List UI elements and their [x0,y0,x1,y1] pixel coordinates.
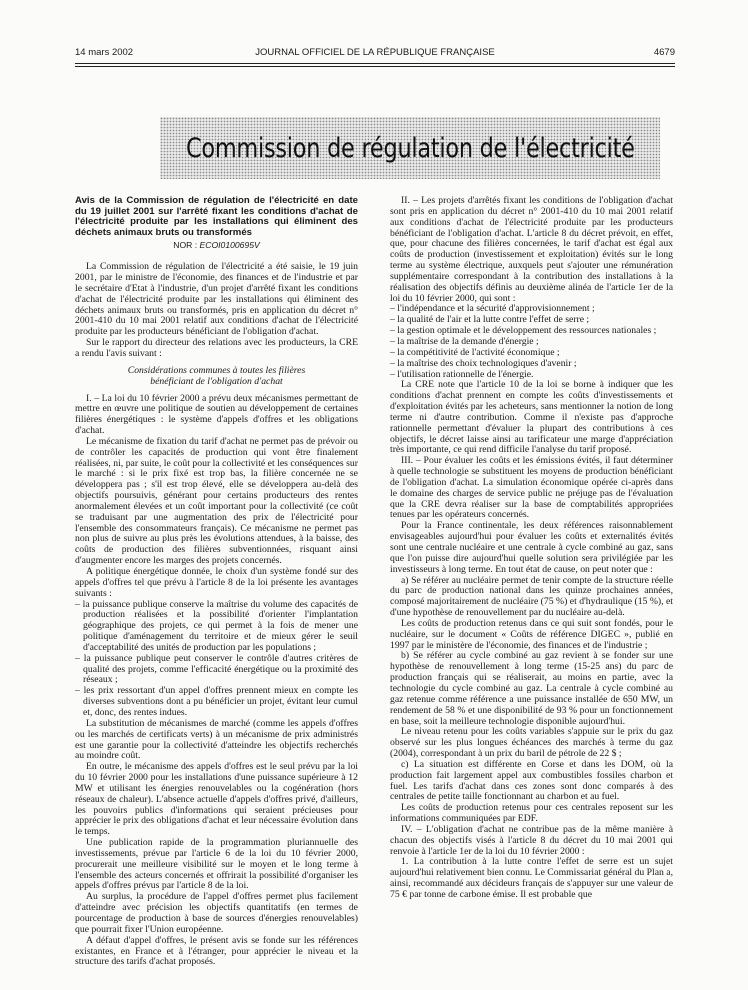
paragraph: a) Se référer au nucléaire permet de tenir compte de la structure réelle du parc de production national dans les quinze prochaines années, composé majoritairement de nucléaire (75 %) et d'hydraulique (15 %), et d'une hypothèse de renouvellement par du nucléaire au-delà. [390,574,673,619]
advantages-list [75,600,358,719]
list-item: – la qualité de l'air et la lutte contre l'effet de serre ; [390,314,590,326]
paragraph: III. – Pour évaluer les coûts et les émissions évités, il faut déterminer à quelle technologie se substituent les moyens de production bénéficiant de l'obligation d'achat. La simulation économique opérée ci-après dans le domaine des charges de service public ne préjuge pas de l'évaluation que la CRE devra réaliser sur la base de comptabilités appropriées tenues par les opérateurs concernés. [390,455,673,521]
paragraph: Au surplus, la procédure de l'appel d'offres permet plus facilement d'atteindre avec précision les objectifs quantitatifs (en termes de pourcentage de production à base de sources d'énergies renouvelables) que pourrait fixer l'Union européenne. [75,891,358,935]
paragraph: Les coûts de production retenus pour ces centrales reposent sur les informations communiquées par EDF. [390,802,673,825]
page-header [75,47,675,61]
list-item: – la compétitivité de l'activité économique ; [390,346,560,358]
list-item: – les prix ressortant d'un appel d'offres prennent mieux en compte les diverses subventions dont a pu bénéficier un projet, évitant leur cumul et, donc, des rentes indues. [75,685,358,718]
list-item: – la puissance publique conserve la maîtrise du volume des capacités de production réalisées et la possibilité d'orienter l'implantation géographique des projets, ce qui permet à la fois de mener une politique d'aménagement du territoire et de mieux gérer le seuil d'acceptabilité des unités de production par les populations ; [75,598,358,653]
left-column [75,196,358,968]
paragraph: b) Se référer au cycle combiné au gaz revient à se fonder sur une hypothèse de renouvellement à long terme (15-25 ans) du parc de production français qui se réaliserait, au moins en partie, avec la technologie du cycle combiné au gaz. La centrale à cycle combiné au gaz retenue comme référence a une puissance installée de 650 MW, un rendement de 58 % et une disponibilité de 93 % pour un fonctionnement en base, soit la meilleure technologie disponible aujourd'hui. [390,650,673,727]
issue-date: 14 mars 2002 [75,47,134,58]
paragraph: c) La situation est différente en Corse et dans les DOM, où la production fait largement appel aux combustibles fossiles charbon et fuel. Les tarifs d'achat dans ces zones sont donc comparés à des centrales de petite taille fonctionnant au charbon et au fuel. [390,758,673,803]
paragraph: La CRE note que l'article 10 de la loi se borne à indiquer que les conditions d'achat prennent en compte les coûts d'investissements et d'exploitation évités par les acheteurs, sans mentionner la notion de long terme ni d'autre contribution. Comme il n'existe pas d'approche rationnelle permettant d'évaluer la plupart des contributions à ces objectifs, le décret laisse ainsi au tarificateur une marge d'appréciation très importante, ce qui rend difficile l'analyse du tarif proposé. [390,379,673,456]
list-item: – la maîtrise de la demande d'énergie ; [390,335,539,347]
journal-title: JOURNAL OFFICIEL DE LA RÉPUBLIQUE FRANÇAISE [255,47,495,58]
paragraph: II. – Les projets d'arrêtés fixant les conditions de l'obligation d'achat sont pris en application du décret n° 2001-410 du 10 mai 2001 relatif aux conditions d'achat de l'électricité produite par les producteurs bénéficiant de l'obligation d'achat. L'article 8 du décret prévoit, en effet, que, pour chacune des filières concernées, le tarif d'achat est égal aux coûts de production (investissement et exploitation) évités sur le long terme au système électrique, auxquels peut s'ajouter une rémunération supplémentaire correspondant à la contribution des installations à la réalisation des objectifs définis au deuxième alinéa de l'article 1er de la loi du 10 février 2000, qui sont : [390,195,673,304]
list-item: – la maîtrise des choix technologiques d'avenir ; [390,357,577,369]
paragraph: A défaut d'appel d'offres, le présent avis se fonde sur les références existantes, en France et à l'étranger, pour apprécier le niveau et la structure des tarifs d'achat proposés. [75,934,358,968]
avis-title: Avis de la Commission de régulation de l'électricité en date du 19 juillet 2001 sur l'arrêté fixant les conditions d'achat de l'électricité produite par les installations qui éliminent des déchets animaux bruts ou transformés [75,195,358,238]
paragraph: Sur le rapport du directeur des relations avec les producteurs, la CRE a rendu l'avis suivant : [75,337,358,359]
paragraph: La substitution de mécanismes de marché (comme les appels d'offres ou les marchés de certificats verts) à un mécanisme de prix administrés est une garantie pour la collectivité d'atteindre les objectifs recherchés au moindre coût. [75,717,358,762]
paragraph: Les coûts de production retenus dans ce qui suit sont fondés, pour le nucléaire, sur le document « Coûts de référence DIGEC », publié en 1997 par le ministère de l'économie, des finances et de l'industrie ; [390,617,673,651]
paragraph: A politique énergétique donnée, le choix d'un système fondé sur des appels d'offres tel que prévu à l'article 8 de la loi présente les avantages suivants : [75,566,358,599]
nor-reference [75,240,358,251]
right-column [390,196,673,901]
paragraph: 1. La contribution à la lutte contre l'effet de serre est un sujet aujourd'hui relativement bien connu. Le Commissariat général du Plan a, ainsi, recommandé aux décideurs français de s'appuyer sur une valeur de 75 € par tonne de carbone émise. Il est probable que [390,856,673,900]
list-item: – l'indépendance et la sécurité d'approvisionnement ; [390,303,595,315]
paragraph: Pour la France continentale, les deux références raisonnablement envisageables aujourd'hui pour évaluer les coûts et externalités évités sont une centrale nucléaire et une centrale à cycle combiné au gaz, sans que l'on puisse dire aujourd'hui quelle solution sera privilégiée par les investisseurs à long terme. En tout état de cause, on peut noter que : [390,520,673,575]
section-heading-line-1: Considérations communes à toutes les filières [127,364,306,376]
list-item: – l'utilisation rationnelle de l'énergie. [390,368,534,380]
section-banner [160,117,660,179]
paragraph: Le mécanisme de fixation du tarif d'achat ne permet pas de prévoir ou de contrôler les capacités de production qui vont être finalement réalisées, ni, par suite, le coût pour la collectivité et les conséquences sur le marché : si le prix fixé est trop bas, la filière concernée ne se développera pas ; s'il est trop élevé, elle se développera au-delà des objectifs poursuivis, générant pour certains producteurs des rentes anormalement élevées et un coût important pour la collectivité (ce coût se traduisant par une augmentation des prix de l'électricité pour l'ensemble des consommateurs français). Ce mécanisme ne permet pas non plus de suivre au plus près les évolutions attendues, à la baisse, des coûts de production des filières subventionnées, risquant ainsi d'augmenter encore les marges des projets concernés. [75,435,358,567]
header-rule-bottom [75,66,675,67]
paragraph: La Commission de régulation de l'électricité a été saisie, le 19 juin 2001, par le ministre de l'économie, des finances et de l'industrie et par le secrétaire d'Etat à l'industrie, d'un projet d'arrêté fixant les conditions d'achat de l'électricité produite par les installations qui éliminent des déchets animaux bruts ou transformés, pris en application du décret n° 2001-410 du 10 mai 2001 relatif aux conditions d'achat de l'électricité produite par les producteurs bénéficiant de l'obligation d'achat. [75,261,358,338]
section-banner-title: Commission de régulation de l'électricité [185,132,635,164]
section-heading [75,366,358,388]
nor-label: NOR : [173,240,198,251]
objectives-list [390,304,673,380]
paragraph: Une publication rapide de la programmation pluriannuelle des investissements, prévue par l'article 6 de la loi du 10 février 2000, procurerait une meilleure visibilité sur le moyen et le long terme à l'ensemble des acteurs concernés et offrirait la possibilité d'organiser les appels d'offres prévus par l'article 8 de la loi. [75,837,358,892]
nor-code: ECOI0100695V [199,240,260,251]
list-item: – la puissance publique peut conserver le contrôle d'autres critères de qualité des projets, comme l'efficacité énergétique ou la proximité des réseaux ; [75,652,358,686]
paragraph: Le niveau retenu pour les coûts variables s'appuie sur le prix du gaz observé sur les plus longues échéances des marchés à terme du gaz (2004), correspondant à un prix du baril de pétrole de 22 $ ; [390,726,673,760]
header-rule-top [75,63,675,64]
section-heading-line-2: bénéficiant de l'obligation d'achat [150,375,283,387]
list-item: – la gestion optimale et le développement des ressources nationales ; [390,325,657,337]
paragraph: IV. – L'obligation d'achat ne contribue pas de la même manière à chacun des objectifs visés à l'article 8 du décret du 10 mai 2001 qui renvoie à l'article 1er de la loi du 10 février 2000 : [390,823,673,857]
paragraph: En outre, le mécanisme des appels d'offres est le seul prévu par la loi du 10 février 2000 pour les installations d'une puissance supérieure à 12 MW et utilisant les énergies renouvelables ou la cogénération (hors réseaux de chaleur). L'absence actuelle d'appels d'offres privé, d'ailleurs, les pouvoirs publics d'informations qui seraient précieuses pour apprécier le prix des obligations d'achat et leur nécessaire évolution dans le temps. [75,761,358,838]
paragraph: I. – La loi du 10 février 2000 a prévu deux mécanismes permettant de mettre en œuvre une politique de soutien au développement de certaines filières énergétiques : le système d'appels d'offres et les obligations d'achat. [75,392,358,437]
page-number: 4679 [653,47,675,58]
